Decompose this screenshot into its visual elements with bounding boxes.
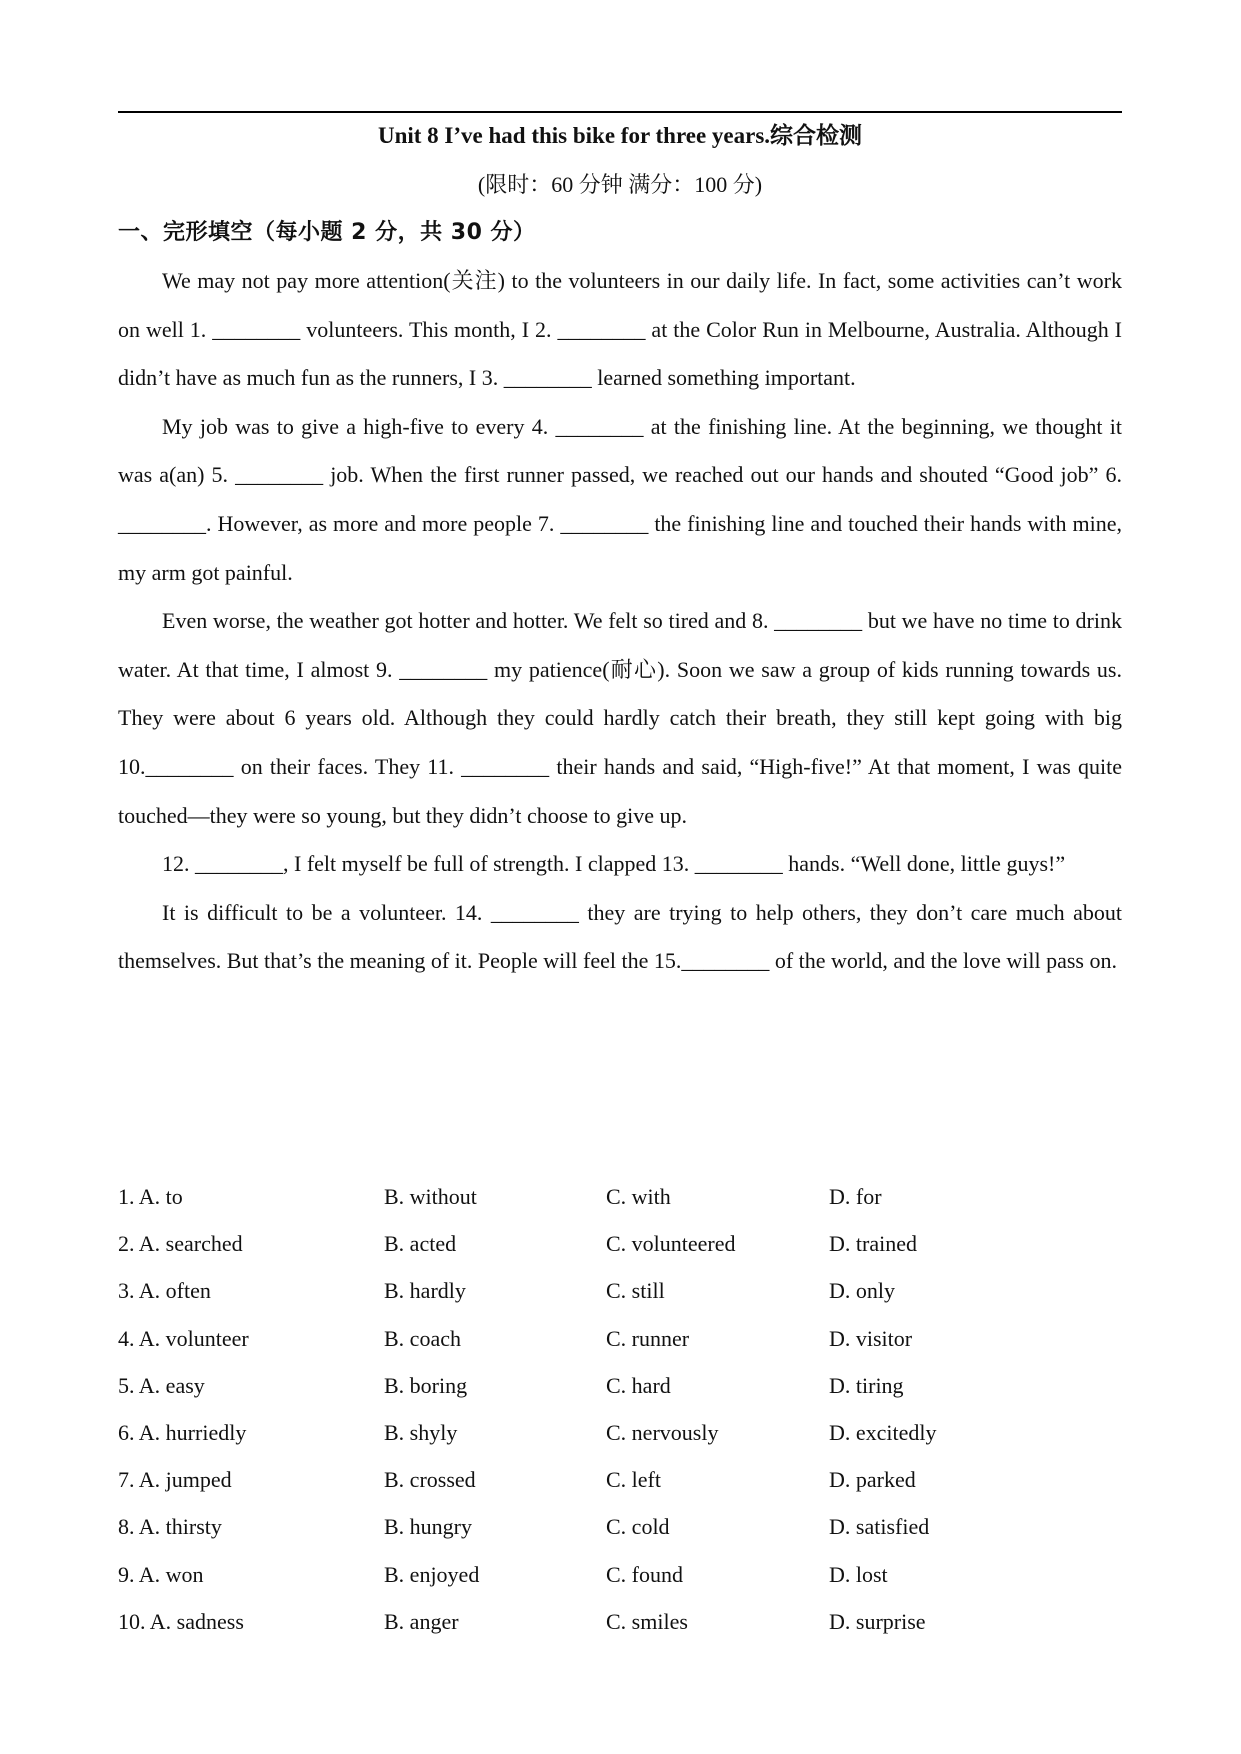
- cloze-passage: [118, 257, 1122, 986]
- option-c: C. runner: [606, 1325, 690, 1351]
- option-d: D. tiring: [829, 1372, 904, 1398]
- option-c: C. nervously: [606, 1419, 719, 1445]
- option-row: [118, 1598, 1122, 1645]
- option-d: D. parked: [829, 1467, 916, 1493]
- option-a: 1. A. to: [118, 1184, 183, 1209]
- option-row: [118, 1315, 1122, 1362]
- option-a: 6. A. hurriedly: [118, 1419, 247, 1445]
- option-row: [118, 1456, 1122, 1503]
- passage-paragraph: My job was to give a high-five to every 4. ________ at the finishing line. At the beginning, we thought it was a(an) 5. ________ job. When the first runner passed, we reached out our hands and shouted “Good job” 6. ________. However, as more and more people 7. ________ the finishing line and touched their hands with mine, my arm got painful.: [118, 413, 1122, 585]
- option-b: B. crossed: [384, 1467, 476, 1493]
- option-row: [118, 1409, 1122, 1456]
- option-row: [118, 1267, 1122, 1314]
- option-a: 5. A. easy: [118, 1372, 205, 1398]
- passage-paragraph: It is difficult to be a volunteer. 14. ________ they are trying to help others, they don’t care much about themselves. But that’s the meaning of it. People will feel the 15.________ of the world, and the love will pass on.: [118, 899, 1122, 974]
- option-b: B. boring: [384, 1372, 468, 1398]
- option-b: B. coach: [384, 1325, 461, 1351]
- option-b: B. enjoyed: [384, 1561, 480, 1587]
- option-d: D. visitor: [829, 1325, 913, 1351]
- option-a: 9. A. won: [118, 1561, 204, 1587]
- option-d: D. trained: [829, 1231, 917, 1257]
- option-b: B. hungry: [384, 1514, 472, 1540]
- answer-options: [118, 1173, 1122, 1645]
- option-c: C. still: [606, 1278, 665, 1304]
- time-and-score-note: (限时：60 分钟 满分：100 分): [477, 172, 763, 197]
- option-row: [118, 1362, 1122, 1409]
- option-b: B. anger: [384, 1608, 459, 1634]
- option-b: B. hardly: [384, 1278, 466, 1304]
- option-c: C. smiles: [606, 1608, 688, 1634]
- option-row: [118, 1551, 1122, 1598]
- option-b: B. shyly: [384, 1419, 458, 1445]
- worksheet-title: Unit 8 I’ve had this bike for three years.综合检测: [377, 123, 863, 148]
- option-c: C. found: [606, 1561, 683, 1587]
- passage-paragraph: 12. ________, I felt myself be full of strength. I clapped 13. ________ hands. “Well done, little guys!”: [162, 851, 1066, 877]
- option-c: C. with: [606, 1184, 671, 1209]
- option-d: D. excitedly: [829, 1419, 937, 1445]
- option-row: [118, 1173, 1122, 1220]
- option-a: 7. A. jumped: [118, 1467, 232, 1493]
- option-b: B. acted: [384, 1231, 457, 1257]
- section-heading-cloze: 一、完形填空（每小题 2 分，共 30 分）: [118, 220, 536, 245]
- option-b: B. without: [384, 1184, 477, 1209]
- option-d: D. only: [829, 1278, 895, 1304]
- option-c: C. cold: [606, 1514, 670, 1540]
- option-d: D. surprise: [829, 1608, 926, 1634]
- header-rule: [118, 111, 1122, 113]
- option-c: C. volunteered: [606, 1231, 736, 1257]
- option-a: 2. A. searched: [118, 1231, 243, 1257]
- option-row: [118, 1503, 1122, 1550]
- option-a: 4. A. volunteer: [118, 1325, 249, 1351]
- option-d: D. lost: [829, 1561, 888, 1587]
- option-c: C. left: [606, 1467, 661, 1493]
- option-c: C. hard: [606, 1372, 671, 1398]
- option-a: 10. A. sadness: [118, 1608, 244, 1634]
- passage-paragraph: We may not pay more attention(关注) to the volunteers in our daily life. In fact, some activities can’t work on well 1. ________ volunteers. This month, I 2. ________ at the Color Run in Melbourne, Australia. Although I didn’t have as much fun as the runners, I 3. ________ learned something important.: [118, 268, 1122, 391]
- option-a: 3. A. often: [118, 1278, 211, 1304]
- option-a: 8. A. thirsty: [118, 1514, 222, 1540]
- option-d: D. for: [829, 1184, 882, 1209]
- passage-paragraph: Even worse, the weather got hotter and hotter. We felt so tired and 8. ________ but we have no time to drink water. At that time, I almost 9. ________ my patience(耐心). Soon we saw a group of kids running towards us. They were about 6 years old. Although they could hardly catch their breath, they still kept going with big 10.________ on their faces. They 11. ________ their hands and said, “High-five!” At that moment, I was quite touched—they were so young, but they didn’t choose to give up.: [118, 608, 1122, 828]
- option-row: [118, 1220, 1122, 1267]
- option-d: D. satisfied: [829, 1514, 930, 1540]
